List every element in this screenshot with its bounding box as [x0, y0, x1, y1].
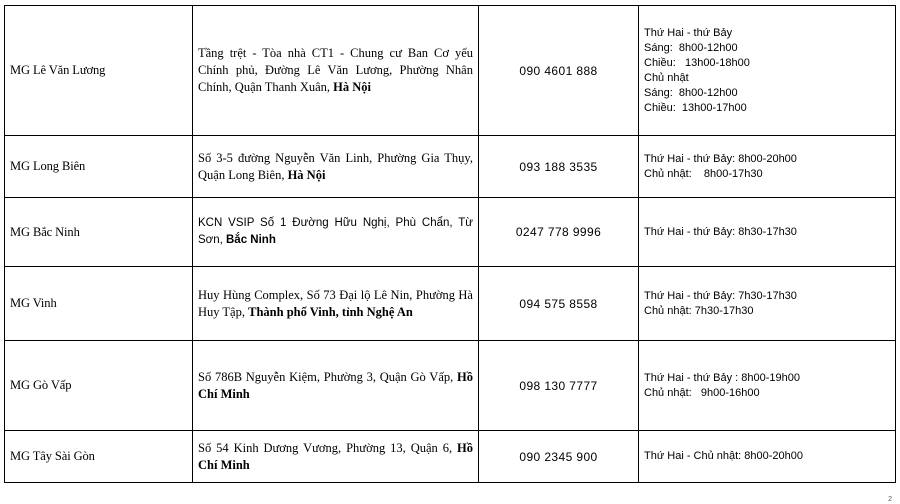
dealer-name: MG Tây Sài Gòn: [5, 431, 193, 483]
address-text: Số 3-5 đường Nguyễn Văn Linh, Phường Gia Thụy, Quận Long Biên,: [198, 150, 473, 182]
dealer-name: MG Bắc Ninh: [5, 198, 193, 267]
dealer-address: [193, 267, 479, 341]
address-city: Hồ Chí Minh: [198, 369, 473, 401]
address-text: Số 786B Nguyễn Kiệm, Phường 3, Quận Gò Vấp,: [198, 369, 458, 384]
dealer-address: [193, 6, 479, 136]
dealer-phone: 0247 778 9996: [479, 198, 639, 267]
dealer-name: MG Lê Văn Lương: [5, 6, 193, 136]
dealer-address: [193, 431, 479, 483]
table-row: [5, 198, 896, 267]
dealer-hours: Thứ Hai - thứ Bảy: 7h30-17h30 Chủ nhật: 7h30-17h30: [639, 267, 896, 341]
table-row: [5, 6, 896, 136]
dealer-hours: Thứ Hai - thứ Bảy : 8h00-19h00 Chủ nhật: 9h00-16h00: [639, 341, 896, 431]
dealer-phone: 090 2345 900: [479, 431, 639, 483]
address-city: Hà Nội: [333, 80, 372, 94]
dealer-phone: 090 4601 888: [479, 6, 639, 136]
dealer-name: MG Vinh: [5, 267, 193, 341]
dealer-address: [193, 198, 479, 267]
address-text: Tầng trệt - Tòa nhà CT1 - Chung cư Ban Cơ yếu Chính phủ, Đường Lê Văn Lương, Phường Nhân Chính, Quận Thanh Xuân,: [198, 46, 473, 94]
dealer-name: MG Gò Vấp: [5, 341, 193, 431]
address-text: Huy Hùng Complex, Số 73 Đại lộ Lê Nin, Phường Hà Huy Tập,: [198, 287, 473, 319]
dealer-address: [193, 136, 479, 198]
dealer-table: [4, 5, 896, 483]
table-row: [5, 431, 896, 483]
dealer-hours: Thứ Hai - thứ Bảy: 8h00-20h00 Chủ nhật: 8h00-17h30: [639, 136, 896, 198]
table-row: [5, 267, 896, 341]
dealer-hours: Thứ Hai - Chủ nhật: 8h00-20h00: [639, 431, 896, 483]
address-text: KCN VSIP Số 1 Đường Hữu Nghị, Phù Chẩn, Từ Sơn,: [198, 217, 473, 246]
page-number: 2: [888, 496, 892, 503]
dealer-hours: Thứ Hai - thứ Bảy: 8h30-17h30: [639, 198, 896, 267]
address-city: Hồ Chí Minh: [198, 440, 473, 472]
address-city: Bắc Ninh: [226, 234, 276, 246]
table-row: [5, 136, 896, 198]
dealer-address: [193, 341, 479, 431]
dealer-phone: 094 575 8558: [479, 267, 639, 341]
dealer-name: MG Long Biên: [5, 136, 193, 198]
dealer-phone: 093 188 3535: [479, 136, 639, 198]
table-row: [5, 341, 896, 431]
address-city: Thành phố Vinh, tỉnh Nghệ An: [248, 304, 413, 319]
address-text: Số 54 Kinh Dương Vương, Phường 13, Quận 6,: [198, 440, 458, 455]
address-city: Hà Nội: [287, 167, 326, 182]
dealer-hours: Thứ Hai - thứ Bảy Sáng: 8h00-12h00 Chiều: 13h00-18h00 Chủ nhật Sáng: 8h00-12h00 Chiều: 13h00-17h00: [639, 6, 896, 136]
dealer-phone: 098 130 7777: [479, 341, 639, 431]
